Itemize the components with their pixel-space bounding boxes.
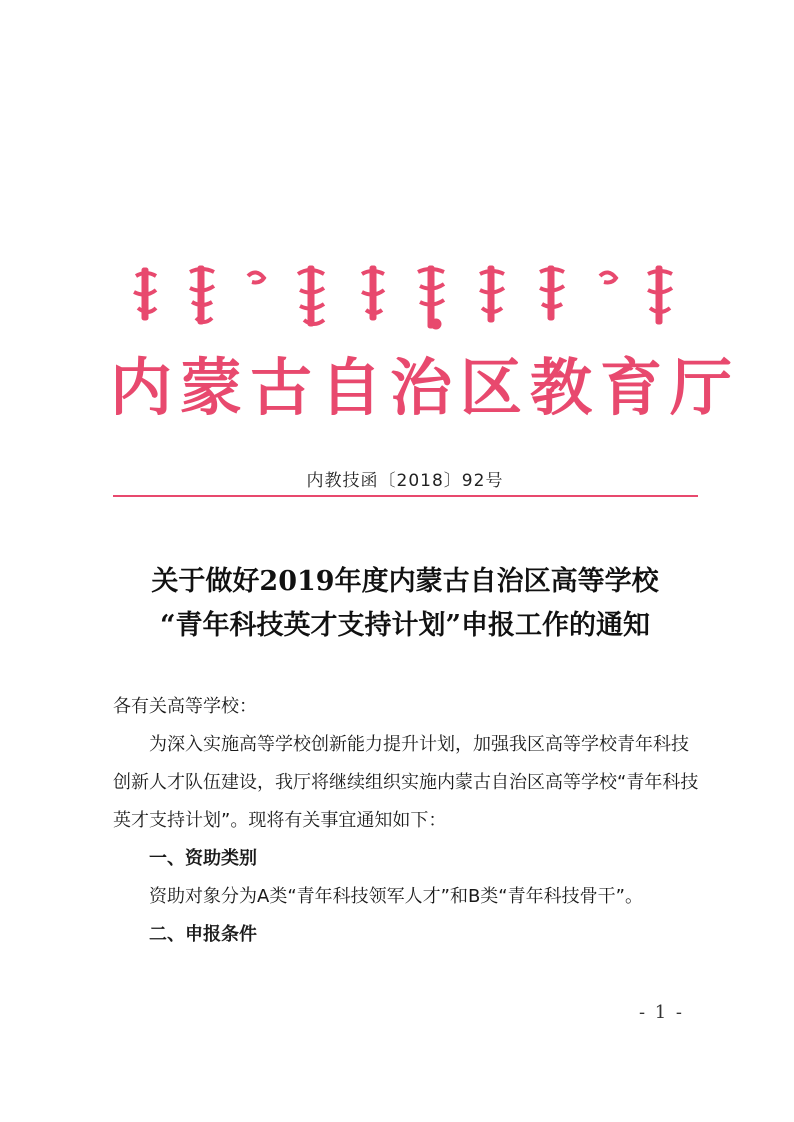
page-number: - 1 - [638,1002,684,1023]
document-title [100,560,710,648]
intro-paragraph: 为深入实施高等学校创新能力提升计划，加强我区高等学校青年科技创新人才队伍建设，我厅将继续组织实施内蒙古自治区高等学校“青年科技英才支持计划”。现将有关事宜通知如下： [113,734,699,831]
red-divider [113,495,698,497]
letterhead-title: 内蒙古自治区教育厅 [110,351,741,424]
document-number: 内教技函〔2018〕92号 [306,471,504,491]
document-body [113,688,703,954]
mongolian-script-logo [128,262,688,332]
section1-heading: 一、资助类别 [149,848,257,869]
document-title-line2: “青年科技英才支持计划”申报工作的通知 [159,610,651,641]
mongolian-letterhead [128,262,688,332]
section2-heading: 二、申报条件 [149,924,257,945]
section1-paragraph: 资助对象分为A类“青年科技领军人才”和B类“青年科技骨干”。 [149,886,643,907]
document-title-line1: 关于做好2019年度内蒙古自治区高等学校 [151,566,659,597]
salutation: 各有关高等学校： [113,696,257,717]
